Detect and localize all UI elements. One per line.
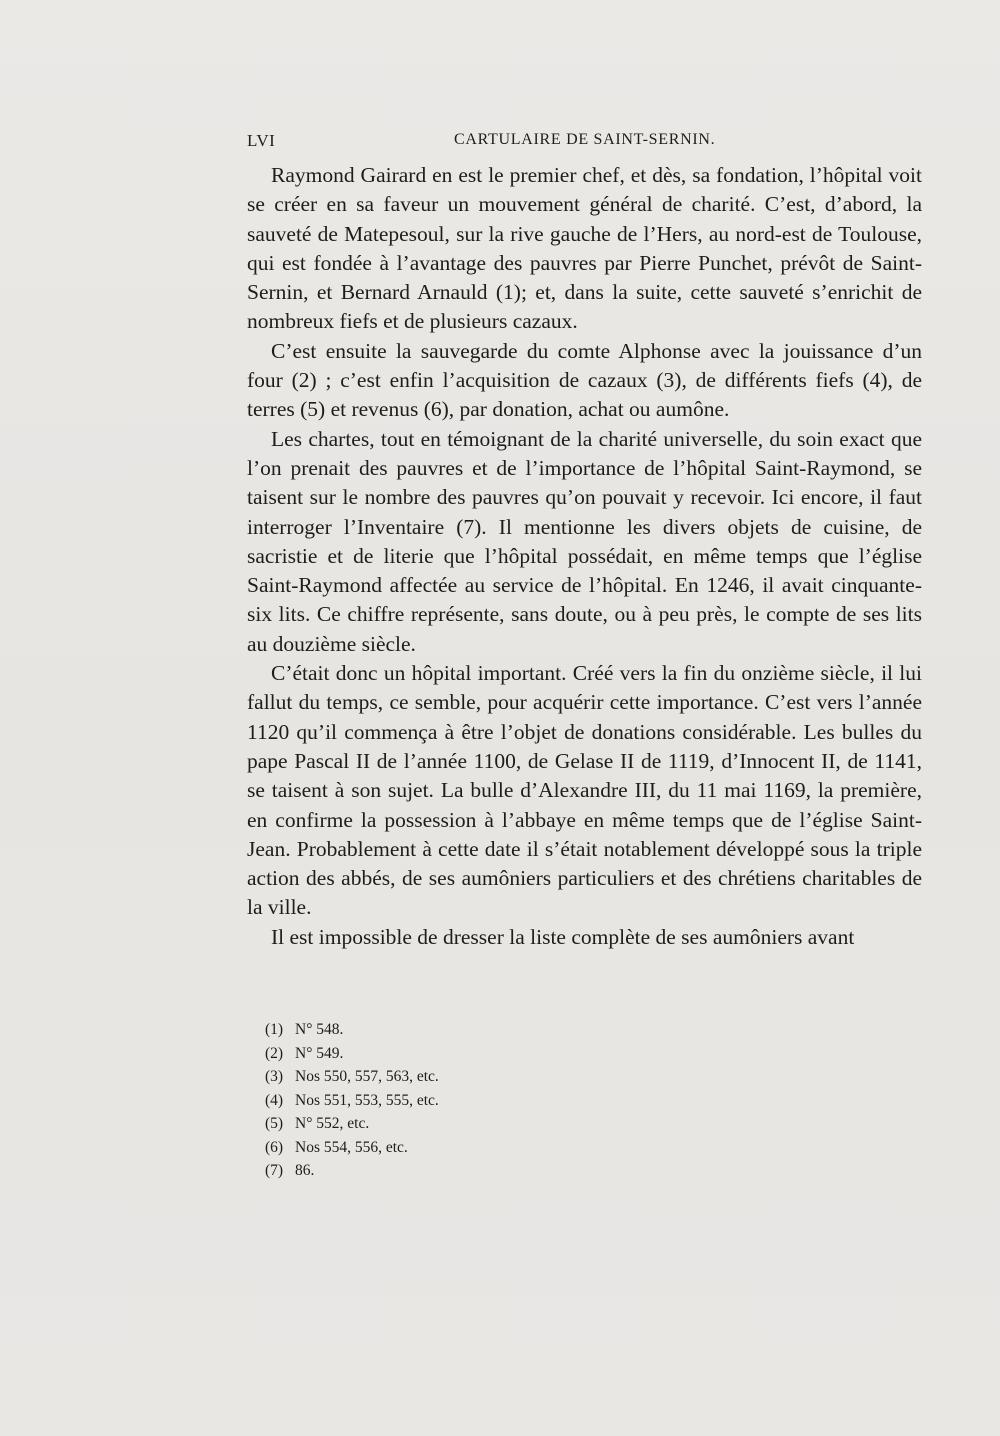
- footnote-number: (2): [265, 1044, 284, 1062]
- footnote: [265, 1112, 665, 1136]
- footnote-number: (6): [265, 1138, 284, 1156]
- footnote: [265, 1065, 665, 1089]
- footnote-text: Nos 554, 556, etc.: [295, 1138, 408, 1156]
- footnote: [265, 1042, 665, 1066]
- footnote-text: 86.: [295, 1162, 315, 1179]
- paragraph-2: C’est ensuite la sauvegarde du comte Alphonse avec la jouissance d’un four (2) ; c’est enfin l’acquisition de cazaux (3), de différents fiefs (4), de terres (5) et revenus (6), par donation, achat ou aumône.: [247, 338, 922, 422]
- footnote-number: (1): [265, 1021, 284, 1038]
- body-text: [247, 161, 922, 952]
- running-title: CARTULAIRE DE SAINT-SERNIN.: [454, 131, 716, 148]
- footnote: [265, 1159, 665, 1183]
- footnote-text: N° 552, etc.: [295, 1115, 370, 1132]
- paragraph-3: Les chartes, tout en témoignant de la charité universelle, du soin exact que l’on prenait des pauvres et de l’importance de l’hôpital Saint-Raymond, se taisent sur le nombre des pauvres qu’on pouvait y recevoir. Ici encore, il faut interroger l’Inventaire (7). Il mentionne les divers objets de cuisine, de sacristie et de literie que l’hôpital possédait, en même temps que l’église Saint-Raymond affectée au service de l’hôpital. En 1246, il avait cinquante-six lits. Ce chiffre représente, sans doute, ou à peu près, le compte de ses lits au douzième siècle.: [247, 426, 922, 656]
- footnote: [265, 1089, 665, 1113]
- footnote-text: N° 548.: [295, 1021, 344, 1038]
- footnote-number: (5): [265, 1115, 284, 1132]
- paragraph-5: Il est impossible de dresser la liste complète de ses aumôniers avant: [271, 924, 855, 949]
- page-number: LVI: [247, 131, 276, 150]
- footnote-text: Nos 551, 553, 555, etc.: [295, 1091, 439, 1109]
- footnote-number: (4): [265, 1091, 284, 1109]
- footnote-number: (3): [265, 1068, 284, 1085]
- footnote: [265, 1018, 665, 1042]
- footnote-text: N° 549.: [295, 1044, 344, 1062]
- footnotes: [265, 1018, 665, 1183]
- page-header: [247, 128, 922, 154]
- footnote-text: Nos 550, 557, 563, etc.: [295, 1068, 439, 1085]
- paragraph-1: Raymond Gairard en est le premier chef, et dès, sa fondation, l’hôpital voit se créer en sa faveur un mouvement général de charité. C’est, d’abord, la sauveté de Matepesoul, sur la rive gauche de l’Hers, au nord-est de Toulouse, qui est fondée à l’avantage des pauvres par Pierre Punchet, prévôt de Saint-Sernin, et Bernard Arnauld (1); et, dans la suite, cette sauveté s’enrichit de nombreux fiefs et de plusieurs cazaux.: [247, 163, 922, 334]
- paragraph-4: C’était donc un hôpital important. Créé vers la fin du onzième siècle, il lui fallut du temps, ce semble, pour acquérir cette importance. C’est vers l’année 1120 qu’il commença à être l’objet de donations considérable. Les bulles du pape Pascal II de l’année 1100, de Gelase II de 1119, d’Innocent II, de 1141, se taisent à son sujet. La bulle d’Alexandre III, du 11 mai 1169, la première, en confirme la possession à l’abbaye en même temps que de l’église Saint-Jean. Probablement à cette date il s’était notablement développé sous la triple action des abbés, de ses aumôniers particuliers et des chrétiens charitables de la ville.: [247, 661, 922, 920]
- footnote-number: (7): [265, 1162, 284, 1179]
- footnote: [265, 1136, 665, 1160]
